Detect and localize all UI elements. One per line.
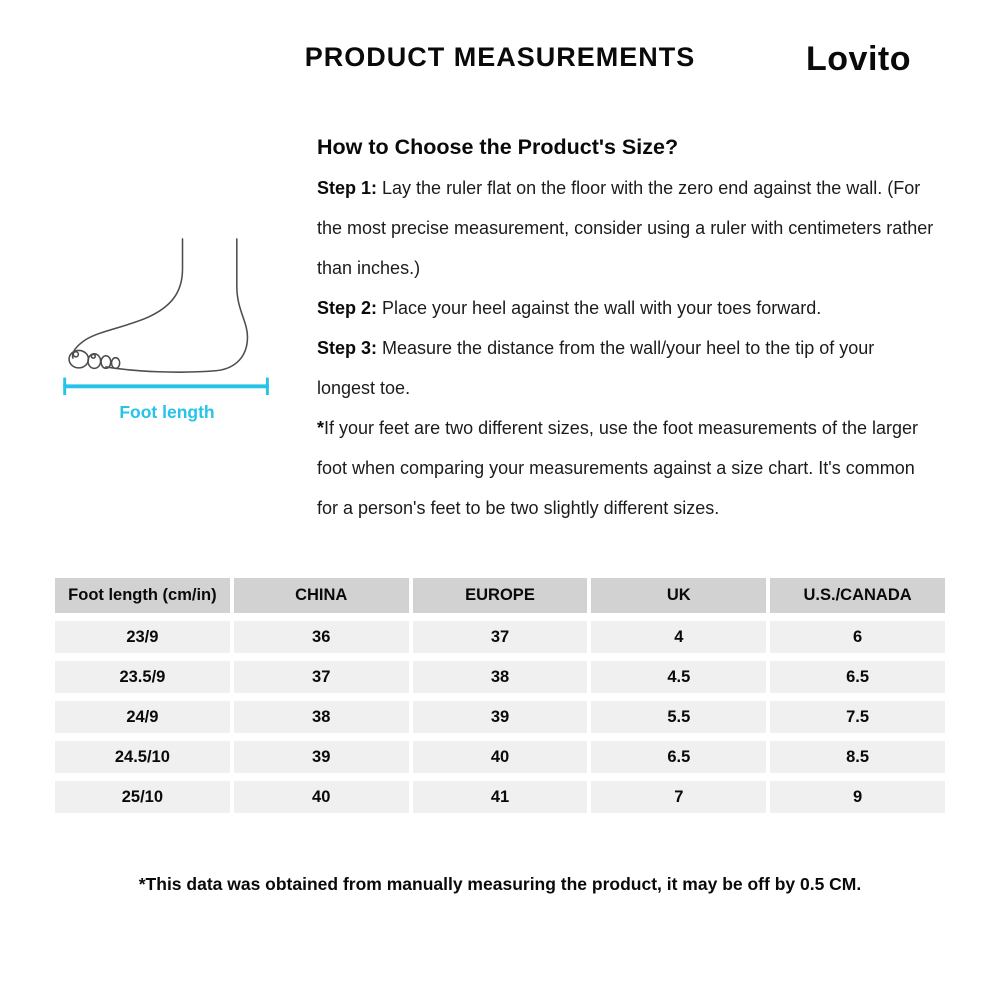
instruction-step: [317, 168, 935, 288]
measurement-line-icon: [63, 378, 269, 395]
size-table-cell: 40: [234, 781, 409, 813]
foot-illustration-icon: [52, 236, 282, 396]
instructions-heading: How to Choose the Product's Size?: [317, 135, 679, 159]
foot-diagram: [52, 236, 282, 423]
size-table-head-row: [55, 578, 945, 613]
step-text: Place your heel against the wall with your toes forward.: [377, 298, 822, 318]
size-table-header-cell: CHINA: [234, 578, 409, 613]
size-table: [51, 570, 949, 821]
instruction-steps: [317, 168, 935, 528]
size-table-cell: 38: [413, 661, 588, 693]
size-table-cell: 7.5: [770, 701, 945, 733]
size-table-cell: 40: [413, 741, 588, 773]
step-label: Step 3:: [317, 338, 378, 358]
size-table-cell: 23.5/9: [55, 661, 230, 693]
size-table-cell: 9: [770, 781, 945, 813]
foot-length-label: Foot length: [119, 402, 215, 422]
size-table-cell: 23/9: [55, 621, 230, 653]
step-text: Measure the distance from the wall/your heel to the tip of your longest toe.: [317, 338, 875, 398]
size-table-cell: 25/10: [55, 781, 230, 813]
size-table-row: [55, 781, 945, 813]
instruction-step: [317, 288, 935, 328]
size-table-cell: 24.5/10: [55, 741, 230, 773]
size-table-cell: 24/9: [55, 701, 230, 733]
step-label: *: [317, 418, 325, 438]
step-text: If your feet are two different sizes, use the foot measurements of the larger foot when comparing your measurements against a size chart. It's common for a person's feet to be two slightly different sizes.: [317, 418, 918, 518]
size-table-cell: 5.5: [591, 701, 766, 733]
size-table-cell: 6.5: [591, 741, 766, 773]
size-table-cell: 38: [234, 701, 409, 733]
size-table-header-cell: Foot length (cm/in): [55, 578, 230, 613]
size-table-cell: 39: [413, 701, 588, 733]
size-table-cell: 4: [591, 621, 766, 653]
step-label: Step 1:: [317, 178, 378, 198]
instruction-step: [317, 408, 935, 528]
size-table-header-cell: U.S./CANADA: [770, 578, 945, 613]
size-table-header-cell: UK: [591, 578, 766, 613]
size-table-cell: 37: [413, 621, 588, 653]
footnote: *This data was obtained from manually measuring the product, it may be off by 0.5 CM.: [138, 874, 862, 894]
size-table-cell: 4.5: [591, 661, 766, 693]
step-text: Lay the ruler flat on the floor with the zero end against the wall. (For the most precise measurement, consider using a ruler with centimeters rather than inches.): [317, 178, 934, 278]
brand-logo: Lovito: [806, 40, 911, 78]
size-table-cell: 36: [234, 621, 409, 653]
size-table-cell: 41: [413, 781, 588, 813]
size-table-row: [55, 661, 945, 693]
size-table-cell: 37: [234, 661, 409, 693]
size-table-cell: 6: [770, 621, 945, 653]
size-table-row: [55, 741, 945, 773]
step-label: Step 2:: [317, 298, 378, 318]
size-table-row: [55, 701, 945, 733]
page-title: PRODUCT MEASUREMENTS: [304, 42, 696, 72]
size-table-cell: 6.5: [770, 661, 945, 693]
size-table-cell: 7: [591, 781, 766, 813]
size-table-header-cell: EUROPE: [413, 578, 588, 613]
instructions-section: [317, 130, 935, 528]
instruction-step: [317, 328, 935, 408]
size-table-cell: 39: [234, 741, 409, 773]
size-table-cell: 8.5: [770, 741, 945, 773]
size-table-row: [55, 621, 945, 653]
size-table-body: [55, 621, 945, 813]
